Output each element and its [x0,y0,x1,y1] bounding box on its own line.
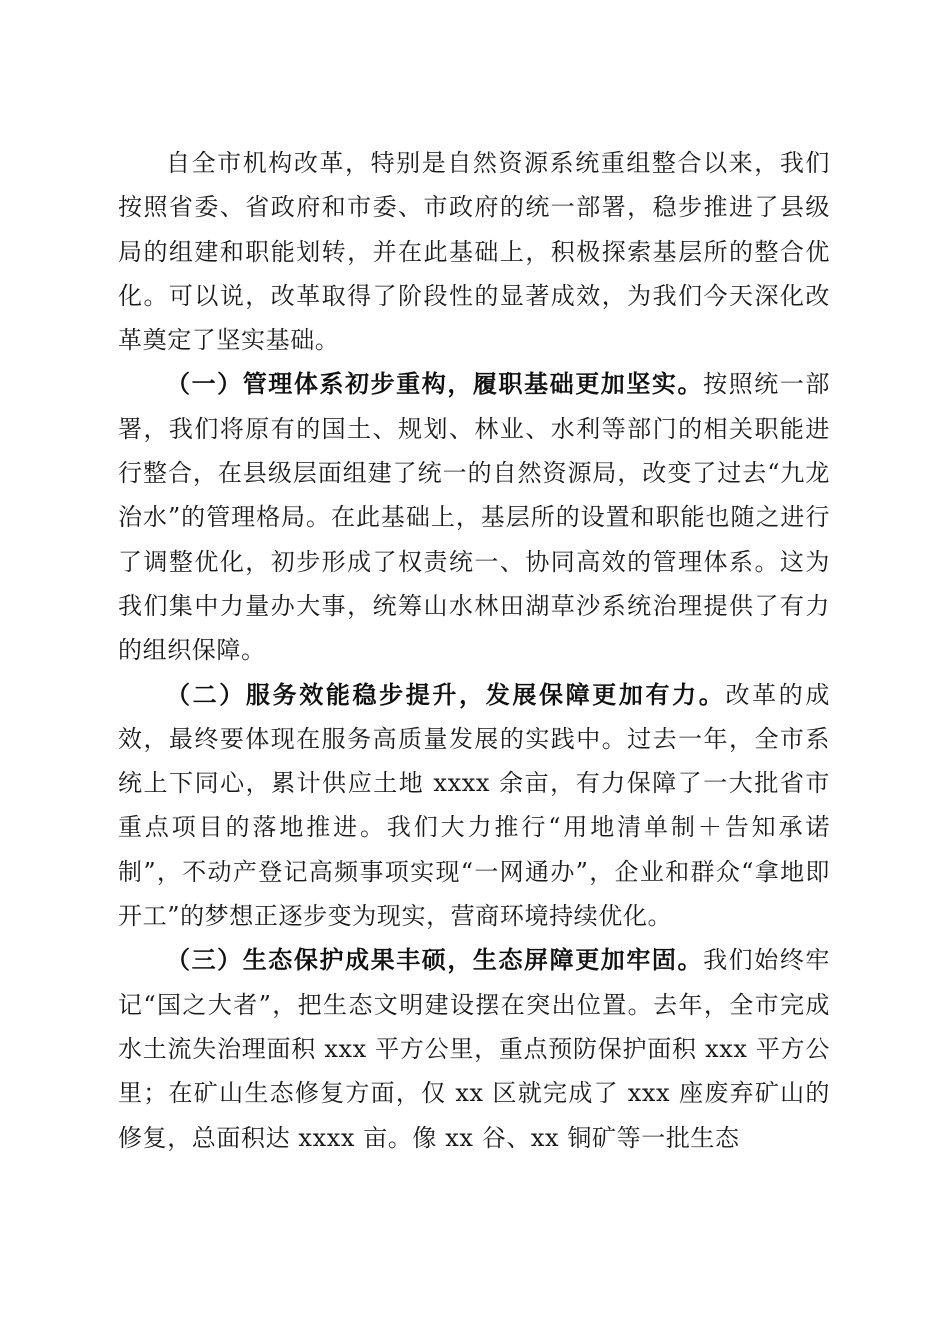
section-2-text: 改革的成效，最终要体现在服务高质量发展的实践中。过去一年，全市系统上下同心，累计供应土地 xxxx 余亩，有力保障了一大批省市重点项目的落地推进。我们大力推行“用地清单制＋告知承诺制”，不动产登记高频事项实现“一网通办”，企业和群众“拿地即开工”的梦想正逐步变为现实，营商环境持续优化。 [118,680,830,931]
document-body [118,141,830,1160]
section-3-text: 我们始终牢记“国之大者”，把生态文明建设摆在突出位置。去年，全市完成水土流失治理面积 xxx 平方公里，重点预防保护面积 xxx 平方公里；在矿山生态修复方面，仅 xx 区就完成了 xxx 座废弃矿山的修复，总面积达 xxxx 亩。像 xx 谷、xx 铜矿等一批生态 [118,946,830,1152]
paragraph-section-1 [118,362,830,672]
section-1-text: 按照统一部署，我们将原有的国土、规划、林业、水利等部门的相关职能进行整合，在县级层面组建了统一的自然资源局，改变了过去“九龙治水”的管理格局。在此基础上，基层所的设置和职能也随之进行了调整优化，初步形成了权责统一、协同高效的管理体系。这为我们集中力量办大事，统筹山水林田湖草沙系统治理提供了有力的组织保障。 [118,370,830,665]
paragraph-section-3 [118,938,830,1159]
paragraph-intro-text: 自全市机构改革，特别是自然资源系统重组整合以来，我们按照省委、省政府和市委、市政府的统一部署，稳步推进了县级局的组建和职能划转，并在此基础上，积极探索基层所的整合优化。可以说，改革取得了阶段性的显著成效，为我们今天深化改革奠定了坚实基础。 [118,149,830,355]
paragraph-intro [118,141,830,362]
paragraph-section-2 [118,673,830,939]
section-2-heading: （二）服务效能稳步提升，发展保障更加有力。 [166,680,726,709]
section-1-heading: （一）管理体系初步重构，履职基础更加坚实。 [166,370,704,399]
section-3-heading: （三）生态保护成果丰硕，生态屏障更加牢固。 [166,946,704,975]
